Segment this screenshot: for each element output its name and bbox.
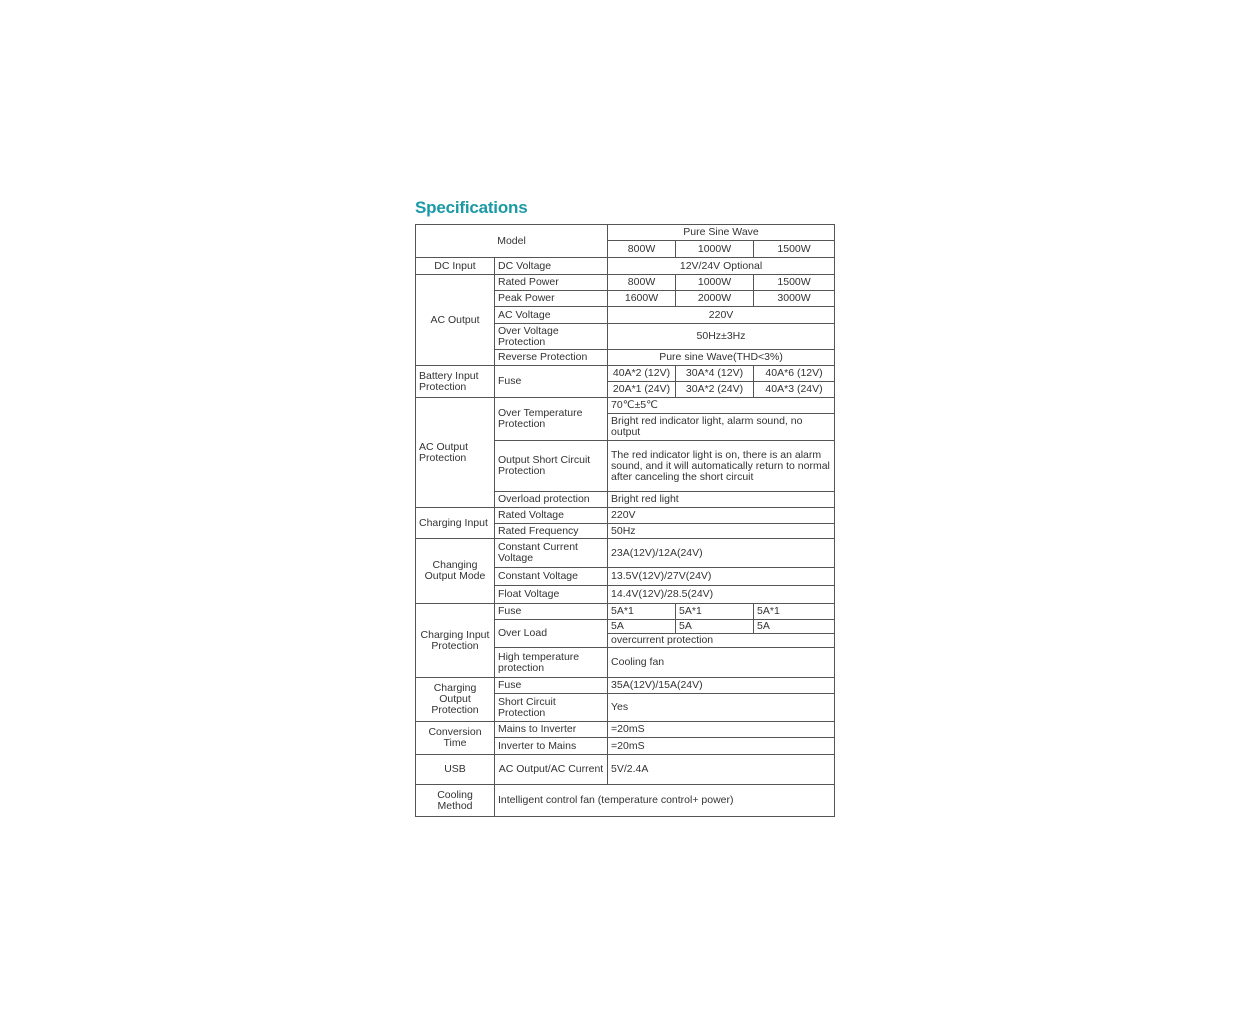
dc-voltage-label: DC Voltage [495,258,608,275]
battery-fuse-value: 40A*3 (24V) [754,382,835,398]
table-row [416,678,835,694]
reverse-protection-label: Reverse Protection [495,350,608,366]
over-load-value: 5A [608,620,676,634]
over-load-label: Over Load [495,620,608,648]
over-temp-label: Over Temperature Protection [495,398,608,441]
float-voltage-value: 14.4V(12V)/28.5(24V) [608,586,835,604]
rated-power-label: Rated Power [495,275,608,291]
battery-fuse-value: 30A*2 (24V) [676,382,754,398]
page-title: Specifications [415,198,528,217]
battery-fuse-value: 40A*2 (12V) [608,366,676,382]
constant-voltage-value: 13.5V(12V)/27V(24V) [608,568,835,586]
battery-fuse-value: 40A*6 (12V) [754,366,835,382]
overload-label: Overload protection [495,492,608,508]
ci-fuse-label: Fuse [495,604,608,620]
co-fuse-label: Fuse [495,678,608,694]
co-fuse-value: 35A(12V)/15A(24V) [608,678,835,694]
battery-fuse-label: Fuse [495,366,608,398]
rated-power-800: 800W [608,275,676,291]
table-row [416,225,835,241]
over-load-value: 5A [754,620,835,634]
group-ac-output-protection: AC Output Protection [416,398,495,508]
group-ac-output: AC Output [416,275,495,366]
reverse-protection-value: Pure sine Wave(THD<3%) [608,350,835,366]
high-temp-label: High temperature protection [495,648,608,678]
table-row [416,539,835,568]
co-short-circuit-label: Short Circuit Protection [495,694,608,722]
table-row [416,785,835,817]
dc-voltage-value: 12V/24V Optional [608,258,835,275]
table-row [416,258,835,275]
group-dc-input: DC Input [416,258,495,275]
short-circuit-value: The red indicator light is on, there is an alarm sound, and it will automatically return to normal after canceling the short circuit [608,441,835,492]
table-row [416,275,835,291]
table-row [416,508,835,524]
constant-voltage-label: Constant Voltage [495,568,608,586]
group-charging-input: Charging Input [416,508,495,539]
peak-power-800: 1600W [608,291,676,307]
float-voltage-label: Float Voltage [495,586,608,604]
model-1500w: 1500W [754,241,835,258]
ac-voltage-value: 220V [608,307,835,324]
battery-fuse-value: 30A*4 (12V) [676,366,754,382]
usb-value: 5V/2.4A [608,755,835,785]
group-charging-output-mode: Changing Output Mode [416,539,495,604]
co-short-circuit-value: Yes [608,694,835,722]
over-voltage-value: 50Hz±3Hz [608,324,835,350]
ac-voltage-label: AC Voltage [495,307,608,324]
rated-power-1000: 1000W [676,275,754,291]
battery-fuse-value: 20A*1 (24V) [608,382,676,398]
model-800w: 800W [608,241,676,258]
over-load-value: 5A [676,620,754,634]
rated-power-1500: 1500W [754,275,835,291]
over-voltage-label: Over Voltage Protection [495,324,608,350]
constant-current-value: 23A(12V)/12A(24V) [608,539,835,568]
cooling-value: Intelligent control fan (temperature control+ power) [495,785,835,817]
table-row [416,398,835,414]
group-usb: USB [416,755,495,785]
rated-frequency-label: Rated Frequency [495,524,608,539]
peak-power-1500: 3000W [754,291,835,307]
constant-current-label: Constant Current Voltage [495,539,608,568]
overload-value: Bright red light [608,492,835,508]
inverter-to-mains-value: =20mS [608,738,835,755]
group-conversion-time: Conversion Time [416,722,495,755]
model-1000w: 1000W [676,241,754,258]
table-row [416,755,835,785]
ci-fuse-value: 5A*1 [754,604,835,620]
ci-fuse-value: 5A*1 [676,604,754,620]
table-row [416,604,835,620]
rated-voltage-label: Rated Voltage [495,508,608,524]
peak-power-label: Peak Power [495,291,608,307]
table-row [416,722,835,738]
group-battery-input: Battery Input Protection [416,366,495,398]
group-charging-input-protection: Charging Input Protection [416,604,495,678]
group-charging-output-protection: Charging Output Protection [416,678,495,722]
over-temp-value: 70℃±5℃ [608,398,835,414]
peak-power-1000: 2000W [676,291,754,307]
mains-to-inverter-value: =20mS [608,722,835,738]
rated-frequency-value: 50Hz [608,524,835,539]
usb-label: AC Output/AC Current [495,755,608,785]
rated-voltage-value: 220V [608,508,835,524]
short-circuit-label: Output Short Circuit Protection [495,441,608,492]
specifications-table [415,224,835,817]
wave-type: Pure Sine Wave [608,225,835,241]
inverter-to-mains-label: Inverter to Mains [495,738,608,755]
ci-fuse-value: 5A*1 [608,604,676,620]
table-row [416,366,835,382]
high-temp-value: Cooling fan [608,648,835,678]
mains-to-inverter-label: Mains to Inverter [495,722,608,738]
over-load-note: overcurrent protection [608,634,835,648]
group-cooling: Cooling Method [416,785,495,817]
model-label: Model [416,225,608,258]
over-temp-behavior: Bright red indicator light, alarm sound, no output [608,414,835,441]
